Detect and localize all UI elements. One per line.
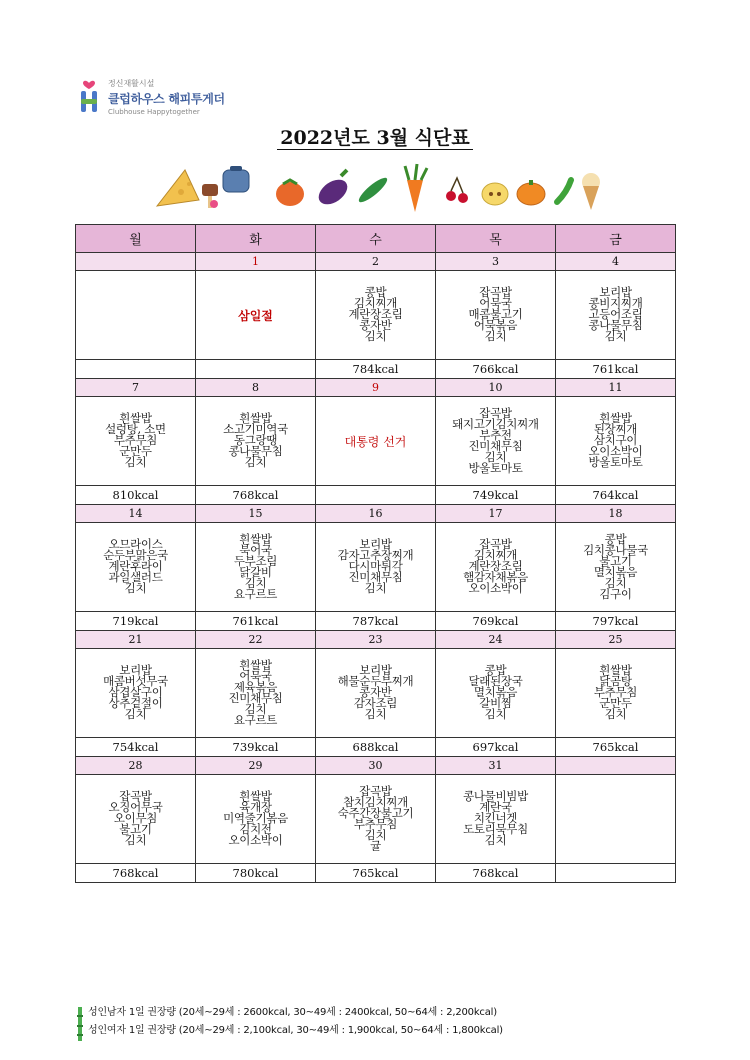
meal-item: 흰쌀밥 <box>239 411 272 425</box>
kcal-cell <box>556 864 676 883</box>
date-cell: 8 <box>196 379 316 397</box>
meal-cell <box>76 397 196 486</box>
header-friday: 금 <box>556 225 676 253</box>
page-title: 2022년도 3월 식단표 <box>0 123 750 150</box>
header-monday: 월 <box>76 225 196 253</box>
kcal-cell: 768kcal <box>76 864 196 883</box>
meal-item-list <box>337 783 414 853</box>
meal-item: 잡곡밥 <box>479 537 512 551</box>
date-cell: 17 <box>436 505 556 523</box>
meal-item-list <box>103 539 168 594</box>
meal-item: 김치 <box>604 707 627 721</box>
date-cell: 1 <box>196 253 316 271</box>
meal-cell <box>196 397 316 486</box>
meal-item-list <box>105 413 166 468</box>
ice-cream-bar-icon <box>202 184 218 208</box>
meal-cell <box>436 649 556 738</box>
kcal-cell: 761kcal <box>556 360 676 379</box>
kcal-row <box>76 612 676 631</box>
ice-cream-cone-icon <box>582 173 600 210</box>
meal-item: 흰쌀밥 <box>119 411 152 425</box>
logo-title: 클럽하우스 해피투게더 <box>108 92 225 106</box>
meal-item: 소고기미역국 <box>223 422 288 436</box>
date-row <box>76 505 676 523</box>
meal-item: 어묵볶음 <box>473 318 518 332</box>
meal-item: 군만두 <box>119 444 152 458</box>
meal-item-list <box>338 665 414 720</box>
weekday-header-row <box>76 225 676 253</box>
meal-item: 김치 <box>124 455 147 469</box>
meal-item: 콩밥 <box>364 285 387 299</box>
meal-item: 멸치볶음 <box>473 685 518 699</box>
meal-item: 보리밥 <box>359 537 392 551</box>
meal-item: 김치콩나물국 <box>583 542 648 557</box>
date-cell: 9 <box>316 379 436 397</box>
date-cell: 28 <box>76 757 196 775</box>
meal-item: 김치 <box>364 581 387 595</box>
meal-item: 부추무침 <box>113 433 158 447</box>
meal-item: 진미채무침 <box>228 690 283 705</box>
meal-item: 김치 <box>484 833 507 847</box>
kcal-cell: 766kcal <box>436 360 556 379</box>
logo-h-icon <box>78 80 100 114</box>
meal-item: 불고기 <box>599 553 632 568</box>
meal-item: 북어국 <box>239 542 272 557</box>
meal-item: 어묵국 <box>239 668 272 683</box>
kcal-cell: 688kcal <box>316 738 436 757</box>
meal-item: 두부조림 <box>233 553 278 568</box>
meal-item: 방울토마토 <box>468 460 523 475</box>
header-thursday: 목 <box>436 225 556 253</box>
meal-item: 콩자반 <box>359 318 392 332</box>
holiday-note: 삼일절 <box>196 271 316 360</box>
kcal-cell: 769kcal <box>436 612 556 631</box>
date-cell: 10 <box>436 379 556 397</box>
meal-item: 김치 <box>484 329 507 343</box>
meal-item: 돼지고기김치찌개 <box>452 416 539 431</box>
meal-item: 방울토마토 <box>588 455 643 469</box>
meal-item: 불고기 <box>119 822 152 836</box>
meal-item: 계란장조림 <box>468 559 523 573</box>
meal-item: 순두부맑은국 <box>103 548 168 562</box>
kcal-cell <box>76 360 196 379</box>
meal-cell <box>556 775 676 864</box>
meal-item: 김치 <box>484 707 507 721</box>
meal-item: 삼겹살구이 <box>108 685 163 699</box>
meal-item: 오징어무국 <box>108 800 163 814</box>
date-row <box>76 757 676 775</box>
meal-cell <box>76 649 196 738</box>
meal-item: 김치전 <box>239 822 272 836</box>
meal-item: 김치 <box>244 575 267 590</box>
meal-item: 미역줄기볶음 <box>223 811 288 825</box>
meal-item: 오이소박이 <box>468 581 523 595</box>
meal-item: 콩나물비빔밥 <box>463 789 528 803</box>
meal-cell <box>316 775 436 864</box>
meal-item: 김치찌개 <box>473 548 518 562</box>
eggplant-icon <box>314 170 352 209</box>
logo-english: Clubhouse Happytogether <box>108 108 200 116</box>
meal-cell <box>436 271 556 360</box>
date-cell: 14 <box>76 505 196 523</box>
male-recommendation: 성인남자 1일 권장량 (20세~29세 : 2600kcal, 30~49세 : 2400kcal, 50~64세 : 2,200kcal) <box>88 1007 497 1018</box>
meal-cell <box>556 397 676 486</box>
tomato-icon <box>276 180 304 206</box>
meal-item: 김치 <box>364 329 387 343</box>
meal-item: 달래된장국 <box>468 674 523 688</box>
header-wednesday: 수 <box>316 225 436 253</box>
meal-item-list <box>223 413 288 468</box>
meal-item-list <box>108 791 162 846</box>
meal-cell <box>76 523 196 612</box>
meal-item: 참치김치찌개 <box>343 794 408 809</box>
meal-row <box>76 271 676 360</box>
meal-item: 보리밥 <box>119 663 152 677</box>
date-cell: 25 <box>556 631 676 649</box>
meal-item: 잡곡밥 <box>359 783 392 798</box>
meal-item: 과일샐러드 <box>108 570 163 584</box>
meal-item: 계란국 <box>479 800 512 814</box>
carrot-icon <box>405 164 427 212</box>
meal-item: 햄감자채볶음 <box>463 570 528 584</box>
meal-item: 콩자반 <box>359 685 392 699</box>
holiday-note: 대통령 선거 <box>316 397 436 486</box>
date-row <box>76 253 676 271</box>
meal-cell <box>196 649 316 738</box>
meal-item: 감자고추장찌개 <box>337 548 414 562</box>
kcal-row <box>76 360 676 379</box>
date-row <box>76 631 676 649</box>
kcal-cell: 749kcal <box>436 486 556 505</box>
date-cell <box>556 757 676 775</box>
meal-item: 잡곡밥 <box>479 405 512 420</box>
meal-row <box>76 523 676 612</box>
meal-item-list <box>103 665 168 720</box>
meal-item: 김치 <box>244 701 267 716</box>
meal-item: 요구르트 <box>233 586 278 601</box>
meal-item: 흰쌀밥 <box>239 789 272 803</box>
header-tuesday: 화 <box>196 225 316 253</box>
meal-item: 콩나물무침 <box>228 444 283 458</box>
meal-item: 제육볶음 <box>233 679 278 694</box>
date-cell: 31 <box>436 757 556 775</box>
meal-cell <box>76 271 196 360</box>
date-cell: 22 <box>196 631 316 649</box>
kcal-cell: 784kcal <box>316 360 436 379</box>
meal-item: 콩밥 <box>604 531 627 546</box>
cheese-icon <box>157 170 199 206</box>
meal-item: 김치 <box>244 455 267 469</box>
meal-cell <box>196 523 316 612</box>
meal-item-list <box>348 287 402 342</box>
meal-item: 김치 <box>124 833 147 847</box>
meal-item: 오이소박이 <box>588 444 643 458</box>
date-cell: 30 <box>316 757 436 775</box>
cucumber-icon <box>356 175 390 206</box>
meal-item-list <box>452 405 539 475</box>
meal-item: 진미채무침 <box>348 570 403 584</box>
kcal-cell: 765kcal <box>556 738 676 757</box>
meal-cell <box>316 271 436 360</box>
kcal-cell <box>196 360 316 379</box>
meal-cell <box>436 397 556 486</box>
date-cell: 29 <box>196 757 316 775</box>
meal-item-list <box>594 665 637 720</box>
date-cell: 2 <box>316 253 436 271</box>
kcal-row <box>76 864 676 883</box>
meal-item: 부추무침 <box>593 685 638 699</box>
female-recommendation: 성인여자 1일 권장량 (20세~29세 : 2,100kcal, 30~49세 : 1,900kcal, 50~64세 : 1,800kcal) <box>88 1025 503 1036</box>
meal-item: 다시마튀각 <box>348 559 403 573</box>
kcal-cell <box>316 486 436 505</box>
logo-subtitle: 정신재활시설 <box>108 79 155 88</box>
meal-item: 설렁탕, 소면 <box>105 422 166 436</box>
pepper-icon <box>557 180 571 202</box>
meal-item: 김치찌개 <box>353 296 398 310</box>
kcal-cell: 765kcal <box>316 864 436 883</box>
meal-item: 김치 <box>364 827 387 842</box>
bamboo-icon <box>76 1007 84 1041</box>
kcal-cell: 761kcal <box>196 612 316 631</box>
meal-row <box>76 649 676 738</box>
meal-item: 잡곡밥 <box>479 285 512 299</box>
kcal-cell: 739kcal <box>196 738 316 757</box>
meal-item: 멸치볶음 <box>593 564 638 579</box>
date-cell: 11 <box>556 379 676 397</box>
meal-cell <box>556 649 676 738</box>
date-cell: 24 <box>436 631 556 649</box>
date-cell: 3 <box>436 253 556 271</box>
meal-item: 동그랑땡 <box>233 433 278 447</box>
meal-item: 보리밥 <box>359 663 392 677</box>
kcal-cell: 810kcal <box>76 486 196 505</box>
kcal-cell: 768kcal <box>436 864 556 883</box>
meal-item: 요구르트 <box>233 712 278 727</box>
meal-item-list <box>228 657 283 727</box>
meal-item: 된장찌개 <box>593 422 638 436</box>
kcal-row <box>76 738 676 757</box>
meal-item: 오이무침 <box>113 811 158 825</box>
date-row <box>76 379 676 397</box>
meal-row <box>76 397 676 486</box>
lunchbox-icon <box>223 166 249 192</box>
meal-cell <box>316 523 436 612</box>
kcal-cell: 754kcal <box>76 738 196 757</box>
meal-row <box>76 775 676 864</box>
food-decoration-strip <box>155 162 605 214</box>
meal-item-list <box>588 413 642 468</box>
meal-item: 흰쌀밥 <box>239 657 272 672</box>
meal-item: 계란장조림 <box>348 307 403 321</box>
meal-item: 갈비찜 <box>479 696 512 710</box>
apple-icon <box>482 183 508 205</box>
meal-item: 진미채무침 <box>468 438 523 453</box>
meal-item-list <box>583 531 648 601</box>
meal-cell <box>436 523 556 612</box>
meal-item: 고등어조림 <box>588 307 643 321</box>
meal-item: 오이소박이 <box>228 833 283 847</box>
kcal-row <box>76 486 676 505</box>
meal-item: 콩밥 <box>484 663 507 677</box>
meal-item: 흰쌀밥 <box>599 411 632 425</box>
meal-item: 잡곡밥 <box>119 789 152 803</box>
meal-item-list <box>338 539 414 594</box>
kcal-cell: 797kcal <box>556 612 676 631</box>
meal-item: 김구이 <box>599 586 632 601</box>
meal-item: 보리밥 <box>599 285 632 299</box>
kcal-cell: 719kcal <box>76 612 196 631</box>
meal-item: 어묵국 <box>479 296 512 310</box>
meal-item: 오므라이스 <box>108 537 163 551</box>
meal-item: 김치 <box>364 707 387 721</box>
meal-item: 김치 <box>604 329 627 343</box>
meal-item-list <box>223 791 288 846</box>
meal-item: 해물순두부찌개 <box>337 674 414 688</box>
meal-cell <box>76 775 196 864</box>
meal-item: 콩비지찌개 <box>588 296 643 310</box>
kcal-cell: 780kcal <box>196 864 316 883</box>
meal-item: 김치 <box>124 581 147 595</box>
kcal-cell: 764kcal <box>556 486 676 505</box>
meal-item: 계란후라이 <box>108 559 163 573</box>
meal-cell <box>436 775 556 864</box>
date-cell: 16 <box>316 505 436 523</box>
meal-cell <box>196 775 316 864</box>
meal-item: 매콤불고기 <box>468 307 523 321</box>
date-cell: 18 <box>556 505 676 523</box>
date-cell: 23 <box>316 631 436 649</box>
meal-item: 도토리묵무침 <box>463 822 528 836</box>
meal-item-list <box>463 791 528 846</box>
meal-item: 군만두 <box>599 696 632 710</box>
kcal-cell: 697kcal <box>436 738 556 757</box>
meal-item: 김치 <box>484 449 507 464</box>
kcal-cell: 768kcal <box>196 486 316 505</box>
date-cell: 15 <box>196 505 316 523</box>
meal-item: 치킨너겟 <box>473 811 518 825</box>
meal-item-list <box>468 665 522 720</box>
meal-item-list <box>468 287 522 342</box>
meal-item: 김치 <box>124 707 147 721</box>
meal-item: 매콤버섯무국 <box>103 674 168 688</box>
meal-item: 흰쌀밥 <box>239 531 272 546</box>
meal-item: 닭곰탕 <box>599 674 632 688</box>
meal-item: 감자조림 <box>353 696 398 710</box>
meal-item: 닭갈비 <box>239 564 272 579</box>
clubhouse-logo <box>78 78 248 122</box>
date-cell: 7 <box>76 379 196 397</box>
kcal-cell: 787kcal <box>316 612 436 631</box>
date-cell: 21 <box>76 631 196 649</box>
meal-item-list <box>233 531 278 601</box>
meal-item: 김치 <box>604 575 627 590</box>
meal-item: 육개장 <box>239 800 272 814</box>
meal-item: 삼치구이 <box>593 433 638 447</box>
meal-cell <box>316 649 436 738</box>
meal-cell <box>556 271 676 360</box>
meal-item: 귤 <box>370 838 381 853</box>
date-cell: 4 <box>556 253 676 271</box>
date-cell <box>76 253 196 271</box>
monthly-menu-table <box>75 224 676 883</box>
meal-item: 숙주간장불고기 <box>337 805 414 820</box>
meal-item: 콩나물무침 <box>588 318 643 332</box>
meal-item: 부추무침 <box>353 816 398 831</box>
cherry-icon <box>446 178 468 203</box>
meal-item: 상추겉절이 <box>108 696 163 710</box>
meal-item-list <box>463 539 528 594</box>
pumpkin-icon <box>517 180 545 205</box>
meal-item: 부추전 <box>479 427 512 442</box>
meal-cell <box>556 523 676 612</box>
meal-item: 흰쌀밥 <box>599 663 632 677</box>
meal-item-list <box>588 287 642 342</box>
